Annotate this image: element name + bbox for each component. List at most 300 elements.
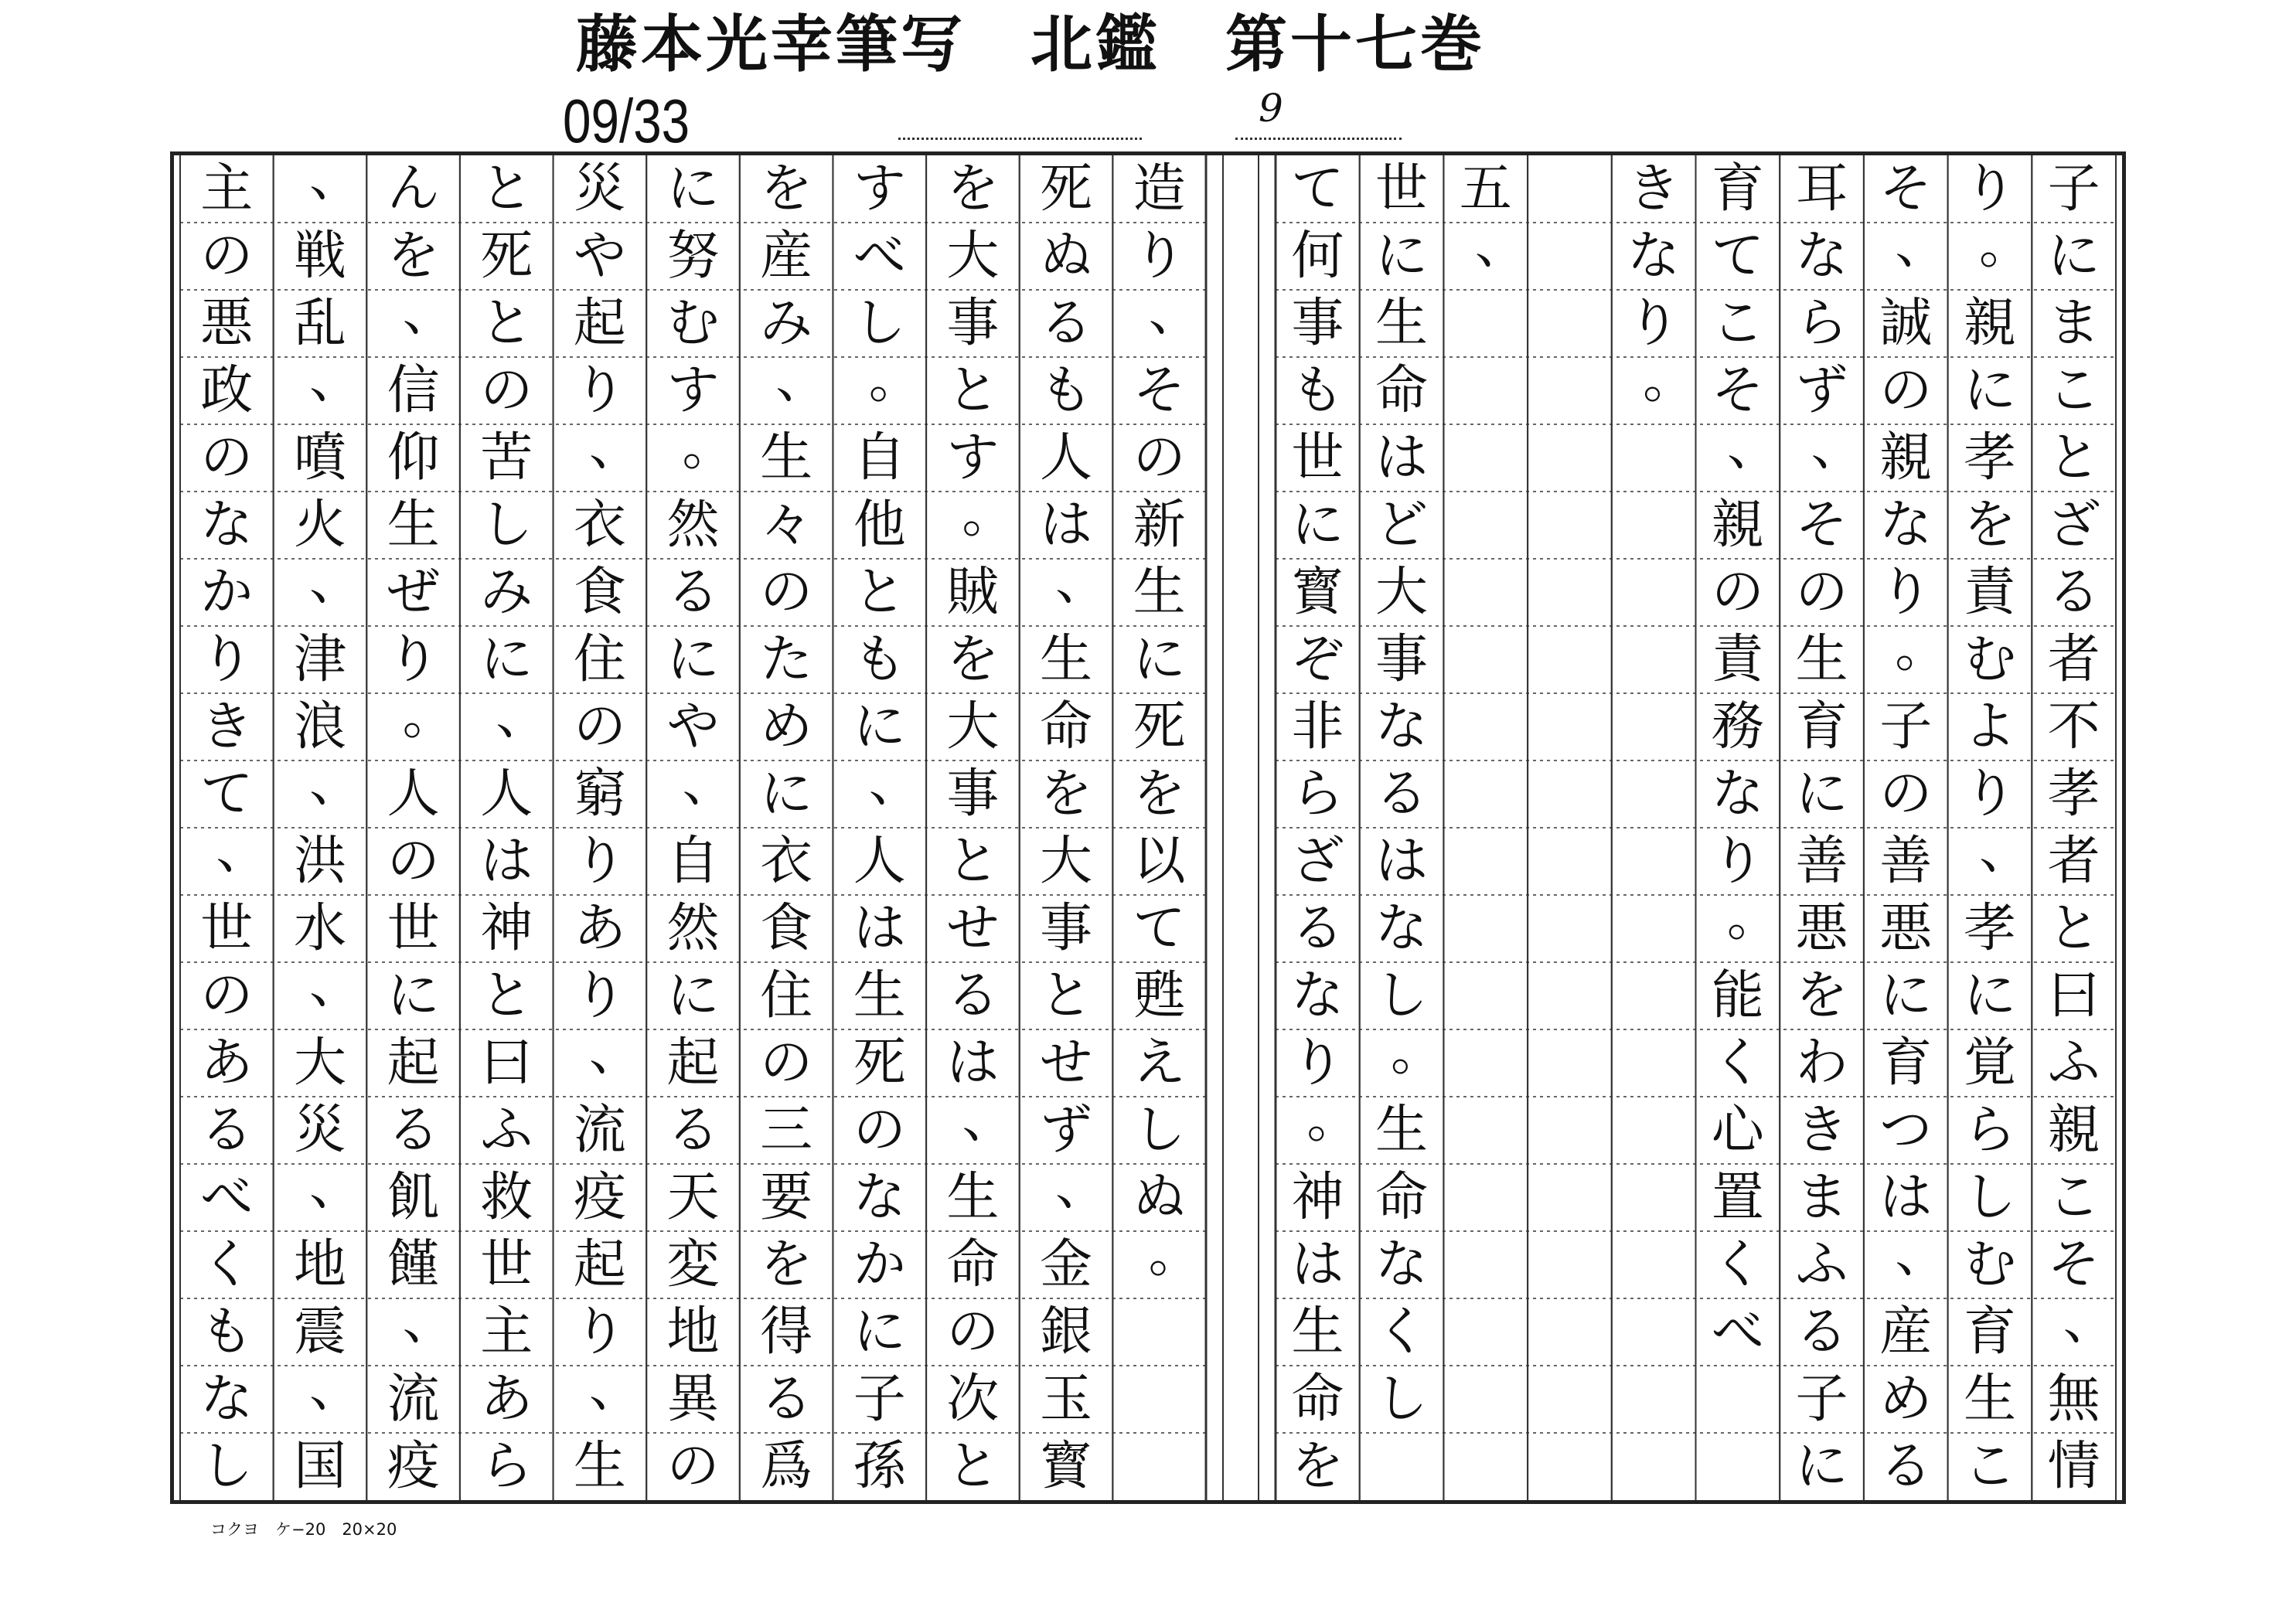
manuscript-char: 生 [1375,293,1429,355]
manuscript-char: と [946,1436,1000,1498]
manuscript-char: 窮 [573,764,626,825]
manuscript-char: に [2047,226,2100,288]
manuscript-char: か [853,1234,906,1296]
manuscript-char: 事 [946,764,1000,825]
manuscript-char: 親 [2047,1100,2100,1162]
manuscript-char: 曰 [480,1033,533,1094]
manuscript-char: な [1711,764,1764,825]
manuscript-char: 曰 [2047,965,2100,1027]
manuscript-char: に [1291,495,1344,556]
manuscript-char: も [1291,360,1344,422]
manuscript-char: 、 [588,1358,642,1420]
manuscript-char: し [200,1436,254,1498]
manuscript-char: 産 [1879,1301,1933,1363]
manuscript-char: と [480,293,533,355]
manuscript-char: に [1375,226,1429,288]
manuscript-char: 流 [573,1100,626,1162]
manuscript-char: 爲 [760,1436,813,1498]
manuscript-char: と [480,965,533,1027]
manuscript-char: 。 [1391,1022,1444,1084]
manuscript-char: な [1879,495,1933,556]
manuscript-char: 。 [402,686,455,747]
manuscript-char: は [1879,1167,1933,1229]
manuscript-char: 育 [1795,696,1848,758]
manuscript-char: 人 [387,764,440,825]
manuscript-char: て [1291,158,1344,220]
manuscript-char: 、 [1055,551,1109,613]
manuscript-char: り [1627,293,1681,355]
manuscript-char: 心 [1711,1100,1764,1162]
manuscript-char: べ [1711,1301,1764,1363]
manuscript-char: 自 [666,831,720,893]
manuscript-char: ぬ [1133,1167,1186,1229]
manuscript-char: の [573,696,626,758]
manuscript-char: 人 [1040,427,1093,489]
manuscript-char: 震 [293,1301,346,1363]
manuscript-char: あ [480,1369,533,1431]
manuscript-char: 親 [1879,427,1933,489]
manuscript-char: 生 [946,1167,1000,1229]
manuscript-char: 起 [573,1234,626,1296]
manuscript-char: 無 [2047,1369,2100,1431]
manuscript-char: 産 [760,226,813,288]
manuscript-char: 饉 [387,1234,440,1296]
manuscript-char: 生 [1291,1301,1344,1363]
manuscript-char: は [1291,1234,1344,1296]
manuscript-char: あ [200,1033,254,1094]
manuscript-char: あ [573,898,626,960]
manuscript-char: に [1879,965,1933,1027]
manuscript-char: ぬ [1040,226,1093,288]
manuscript-char: て [1133,898,1186,960]
manuscript-char: 、 [682,753,735,815]
manuscript-char: か [200,562,254,624]
manuscript-char: な [1795,226,1848,288]
manuscript-char: 住 [573,629,626,691]
manuscript-char: べ [200,1167,254,1229]
manuscript-char: な [1627,226,1681,288]
manuscript-char: 孝 [1963,898,2016,960]
manuscript-char: 。 [962,484,1015,546]
manuscript-char: む [666,293,720,355]
manuscript-char: 生 [387,495,440,556]
header-dotted-line [898,138,1142,140]
manuscript-char: る [1375,764,1429,825]
manuscript-char: ず [1040,1100,1093,1162]
manuscript-char: し [1963,1167,2016,1229]
manuscript-char: 新 [1133,495,1186,556]
manuscript-char: は [853,898,906,960]
manuscript-char: に [1963,965,2016,1027]
manuscript-char: く [200,1234,254,1296]
manuscript-char: 要 [760,1167,813,1229]
manuscript-char: り [1291,1033,1344,1094]
manuscript-char: 生 [1795,629,1848,691]
manuscript-char: 死 [480,226,533,288]
manuscript-char: 生 [1133,562,1186,624]
manuscript-char: を [760,1234,813,1296]
manuscript-char: 災 [293,1100,346,1162]
manuscript-char: 、 [868,753,921,815]
manuscript-char: 非 [1291,696,1344,758]
manuscript-char: 生 [1375,1100,1429,1162]
manuscript-char: 世 [480,1234,533,1296]
manuscript-char: 。 [1978,215,2032,277]
manuscript-char: 主 [200,158,254,220]
manuscript-char: 乱 [293,293,346,355]
manuscript-char: り [573,965,626,1027]
manuscript-char: な [1375,1234,1429,1296]
manuscript-char: に [1795,1436,1848,1498]
manuscript-char: く [1375,1301,1429,1363]
manuscript-char: 覚 [1963,1033,2016,1094]
manuscript-char: や [666,696,720,758]
manuscript-char: ま [2047,293,2100,355]
manuscript-char: な [200,495,254,556]
manuscript-char: 起 [666,1033,720,1094]
manuscript-char: 善 [1879,831,1933,893]
manuscript-char: 子 [1795,1369,1848,1431]
manuscript-char: 人 [480,764,533,825]
manuscript-char: め [760,696,813,758]
manuscript-char: 、 [1474,215,1528,277]
manuscript-char: す [946,427,1000,489]
manuscript-char: ふ [1795,1234,1848,1296]
manuscript-char: 異 [666,1369,720,1431]
manuscript-char: め [1879,1369,1933,1431]
manuscript-char: そ [1795,495,1848,556]
manuscript-char: ふ [2047,1033,2100,1094]
manuscript-char: や [573,226,626,288]
manuscript-char: 、 [1895,215,1948,277]
manuscript-char: 子 [2047,158,2100,220]
manuscript-char: 悪 [1795,898,1848,960]
manuscript-char: 耳 [1795,158,1848,220]
manuscript-char: も [200,1301,254,1363]
manuscript-char: 々 [760,495,813,556]
manuscript-char: 他 [853,495,906,556]
manuscript-char: 、 [496,686,549,747]
manuscript-char: を [1040,764,1093,825]
manuscript-char: た [760,629,813,691]
manuscript-char: 、 [1895,1223,1948,1285]
manuscript-char: に [666,629,720,691]
manuscript-char: 地 [293,1234,346,1296]
manuscript-char: 死 [1133,696,1186,758]
manuscript-char: と [2047,427,2100,489]
manuscript-char: 不 [2047,696,2100,758]
manuscript-char: 浪 [293,696,346,758]
manuscript-char: 政 [200,360,254,422]
manuscript-char: る [387,1100,440,1162]
manuscript-char: 命 [1375,1167,1429,1229]
manuscript-char: す [853,158,906,220]
manuscript-char: そ [1879,158,1933,220]
manuscript-char: ど [1375,495,1429,556]
manuscript-char: を [1963,495,2016,556]
manuscript-char: ら [1291,764,1344,825]
manuscript-char: 住 [760,965,813,1027]
manuscript-char: ん [387,158,440,220]
manuscript-char: よ [1963,696,2016,758]
manuscript-char: べ [853,226,906,288]
manuscript-char: 命 [1291,1369,1344,1431]
page-title: 藤本光幸筆写 北鑑 第十七巻 [576,9,1485,80]
manuscript-char: 、 [1978,820,2032,882]
manuscript-char: 、 [308,551,362,613]
manuscript-char: 置 [1711,1167,1764,1229]
manuscript-char: の [946,1301,1000,1363]
manuscript-char: 悪 [200,293,254,355]
manuscript-char: 務 [1711,696,1764,758]
manuscript-char: 火 [293,495,346,556]
manuscript-char: き [1627,158,1681,220]
manuscript-char: 神 [480,898,533,960]
manuscript-char: の [480,360,533,422]
manuscript-char: の [760,562,813,624]
manuscript-char: 造 [1133,158,1186,220]
manuscript-char: 死 [1040,158,1093,220]
manuscript-char: 、 [308,954,362,1016]
manuscript-char: し [1133,1100,1186,1162]
manuscript-char: ざ [1291,831,1344,893]
manuscript-char: と [1040,965,1093,1027]
manuscript-char: 者 [2047,629,2100,691]
manuscript-char: る [760,1369,813,1431]
manuscript-char: な [853,1167,906,1229]
manuscript-char: な [200,1369,254,1431]
manuscript-char: こ [1963,1436,2016,1498]
manuscript-char: 、 [588,1022,642,1084]
manuscript-char: る [666,562,720,624]
manuscript-char: を [946,158,1000,220]
manuscript-grid [174,155,2122,1500]
manuscript-char: り [200,629,254,691]
manuscript-char: と [946,831,1000,893]
manuscript-char: り [387,629,440,691]
manuscript-char: 流 [387,1369,440,1431]
manuscript-char: 大 [1040,831,1093,893]
manuscript-char: る [946,965,1000,1027]
manuscript-char: 育 [1963,1301,2016,1363]
manuscript-char: 責 [1963,562,2016,624]
manuscript-char: せ [1040,1033,1093,1094]
manuscript-char: る [666,1100,720,1162]
manuscript-char: と [946,360,1000,422]
manuscript-char: 事 [1291,293,1344,355]
manuscript-char: こ [1711,293,1764,355]
manuscript-char: 孝 [2047,764,2100,825]
manuscript-char: 寳 [1291,562,1344,624]
manuscript-char: り [1963,764,2016,825]
manuscript-char: 孫 [853,1436,906,1498]
manuscript-char: 銀 [1040,1301,1093,1363]
manuscript-char: 生 [573,1436,626,1498]
manuscript-char: を [387,226,440,288]
manuscript-char: 能 [1711,965,1764,1027]
manuscript-char: ず [1795,360,1848,422]
manuscript-char: 命 [946,1234,1000,1296]
manuscript-char: と [2047,898,2100,960]
manuscript-char: の [666,1436,720,1498]
manuscript-char: の [1879,764,1933,825]
manuscript-char: の [200,427,254,489]
manuscript-char: は [1375,831,1429,893]
manuscript-char: を [1795,965,1848,1027]
manuscript-char: し [480,495,533,556]
manuscript-char: 苦 [480,427,533,489]
manuscript-char: の [1133,427,1186,489]
manuscript-char: き [1795,1100,1848,1162]
manuscript-char: み [760,293,813,355]
manuscript-char: 信 [387,360,440,422]
manuscript-char: 命 [1375,360,1429,422]
manuscript-char: 戦 [293,226,346,288]
manuscript-char: は [1375,427,1429,489]
manuscript-char: 生 [853,965,906,1027]
manuscript-char: ぜ [387,562,440,624]
manuscript-char: わ [1795,1033,1848,1094]
manuscript-char: 然 [666,898,720,960]
manuscript-char: 生 [1040,629,1093,691]
manuscript-char: に [1963,360,2016,422]
manuscript-char: 努 [666,226,720,288]
manuscript-char: 衣 [760,831,813,893]
manuscript-char: 噴 [293,427,346,489]
manuscript-char: 、 [308,349,362,411]
manuscript-char: の [1711,562,1764,624]
manuscript-char: り [573,1301,626,1363]
manuscript-char: も [853,629,906,691]
manuscript-char: な [1291,965,1344,1027]
manuscript-char: 親 [1711,495,1764,556]
manuscript-char: に [1133,629,1186,691]
manuscript-char: 。 [1726,887,1780,949]
manuscript-char: こ [2047,1167,2100,1229]
manuscript-char: 然 [666,495,720,556]
manuscript-char: て [200,764,254,825]
manuscript-char: 世 [1291,427,1344,489]
manuscript-char: 。 [682,417,735,478]
manuscript-char: 飢 [387,1167,440,1229]
manuscript-char: 、 [308,1358,362,1420]
manuscript-char: る [2047,562,2100,624]
manuscript-char: り [573,360,626,422]
manuscript-char: 誠 [1879,293,1933,355]
manuscript-char: の [853,1100,906,1162]
manuscript-char: 、 [1148,282,1201,344]
manuscript-char: 死 [853,1033,906,1094]
manuscript-char: 事 [946,293,1000,355]
manuscript-char: 善 [1795,831,1848,893]
manuscript-char: の [1795,562,1848,624]
manuscript-char: し [1375,965,1429,1027]
manuscript-char: 大 [1375,562,1429,624]
manuscript-char: 洪 [293,831,346,893]
manuscript-char: 衣 [573,495,626,556]
manuscript-char: 水 [293,898,346,960]
manuscript-char: に [387,965,440,1027]
manuscript-char: 親 [1963,293,2016,355]
manuscript-char: 悪 [1879,898,1933,960]
manuscript-char: 地 [666,1301,720,1363]
manuscript-char: は [946,1033,1000,1094]
manuscript-char: 、 [1811,417,1864,478]
manuscript-char: に [1795,764,1848,825]
manuscript-char: る [1879,1436,1933,1498]
manuscript-char: 賊 [946,562,1000,624]
manuscript-char: 。 [1895,618,1948,680]
manuscript-char: り [573,831,626,893]
manuscript-char: 、 [775,349,829,411]
manuscript-char: 津 [293,629,346,691]
manuscript-char: そ [1133,360,1186,422]
manuscript-char: 育 [1711,158,1764,220]
manuscript-char: と [480,158,533,220]
manuscript-char: な [1375,696,1429,758]
manuscript-char: 変 [666,1234,720,1296]
manuscript-char: 。 [1643,349,1696,411]
manuscript-char: 仰 [387,427,440,489]
manuscript-char: 育 [1879,1033,1933,1094]
manuscript-char: 疫 [387,1436,440,1498]
manuscript-char: に [853,696,906,758]
manuscript-char: く [1711,1033,1764,1094]
manuscript-char: に [666,158,720,220]
manuscript-char: 救 [480,1167,533,1229]
manuscript-char: し [853,293,906,355]
manuscript-char: に [480,629,533,691]
manuscript-char: も [1040,360,1093,422]
manuscript-char: り [1711,831,1764,893]
manuscript-char: 事 [1375,629,1429,691]
manuscript-char: 子 [853,1369,906,1431]
page-number: 9 [1259,86,1283,131]
manuscript-char: 。 [1306,1089,1360,1151]
manuscript-char: 世 [1375,158,1429,220]
manuscript-char: 、 [2063,1291,2116,1352]
manuscript-char: ら [480,1436,533,1498]
manuscript-char: に [760,764,813,825]
manuscript-char: え [1133,1033,1186,1094]
manuscript-char: り [1133,226,1186,288]
manuscript-char: み [480,562,533,624]
manuscript-char: そ [2047,1234,2100,1296]
manuscript-sheet [170,151,2126,1504]
manuscript-char: 、 [962,1089,1015,1151]
manuscript-char: の [200,965,254,1027]
manuscript-char: 情 [2047,1436,2100,1498]
manuscript-char: 、 [588,417,642,478]
manuscript-char: む [1963,1234,2016,1296]
manuscript-char: 何 [1291,226,1344,288]
manuscript-char: 、 [308,155,362,209]
manuscript-char: 責 [1711,629,1764,691]
manuscript-char: を [946,629,1000,691]
manuscript-char: 災 [573,158,626,220]
manuscript-char: 食 [760,898,813,960]
manuscript-char: す [666,360,720,422]
manuscript-char: 世 [387,898,440,960]
manuscript-char: ら [1963,1100,2016,1162]
manuscript-char: ぞ [1291,629,1344,691]
manuscript-char: り [1879,562,1933,624]
manuscript-char: 起 [573,293,626,355]
manuscript-char: 、 [1726,417,1780,478]
paper-brand-label: コクヨ ケ−20 20×20 [210,1520,397,1539]
manuscript-char: 、 [308,753,362,815]
page-counter: 09/33 [563,87,690,155]
